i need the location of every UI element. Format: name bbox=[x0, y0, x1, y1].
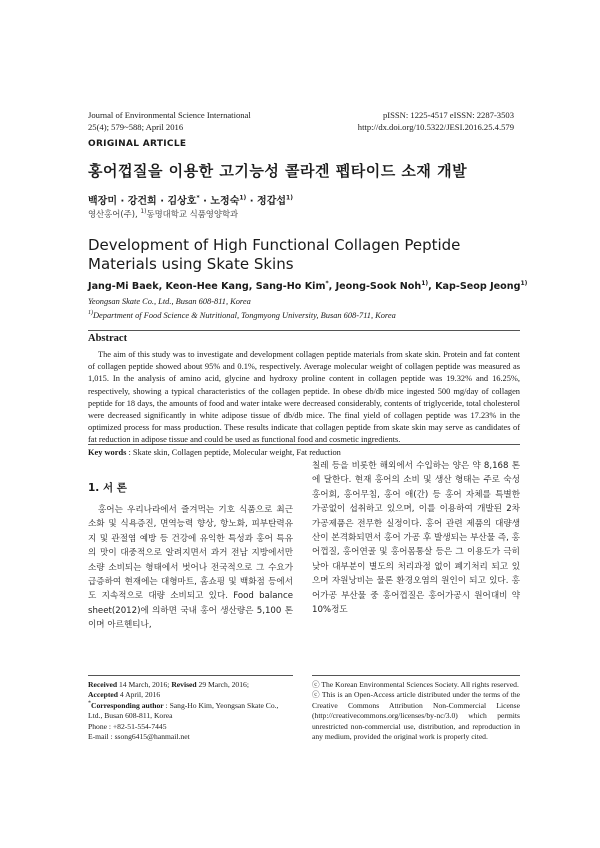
footer-copyright: ⓒ The Korean Environmental Sciences Society. All rights reserved. bbox=[312, 680, 519, 689]
author-ko-3: · 정갑섭 bbox=[246, 196, 287, 207]
title-korean: 홍어껍질을 이용한 고기능성 콜라겐 펩타이드 소재 개발 bbox=[88, 162, 468, 180]
affiliation-english-2 bbox=[88, 311, 396, 320]
abstract-body: The aim of this study was to investigate and development collagen peptide materials from skate skin. Protein and fat content of collagen peptide showed about 95% and 0.1%, respectively. Average molecular weight of collagen peptide was measured as 1,015. In the analysis of amino acid, glycine and hydroxy proline content in collagen peptide was 19.32% and 16.25%, respectively, showing a typical characteristics of the collagen peptide. In obese db/db mice ingested 500 mg/day of collagen peptide for 18 days, the amounts of food and water intake were decreased considerably, contents of triglyceride, total cholesterol were decreased significantly in white adipose tissue of db/db mice. The final yield of collagen peptide was 17.23% in the optimized process for mass production. These results indicate that collagen peptide from skate skin may serve as candidates of fat reduction in adipose tissue and could be used as functional food and cosmetic ingredients. bbox=[88, 350, 520, 445]
corr-label: Corresponding author bbox=[91, 700, 164, 710]
footer-right-rule bbox=[312, 675, 520, 676]
accepted-label: Accepted bbox=[88, 690, 118, 700]
corr-text: : Sang-Ho Kim, Yeongsan Skate Co., Ltd., Busan 608-811, Korea bbox=[88, 700, 279, 721]
keywords-label: Key words bbox=[88, 448, 127, 457]
received-date: 14 March, 2016; bbox=[117, 680, 172, 689]
article-type: ORIGINAL ARTICLE bbox=[88, 139, 187, 149]
footer-phone: Phone : +82-51-554-7445 bbox=[88, 721, 167, 731]
footer-dates bbox=[88, 680, 293, 690]
footer-accepted bbox=[88, 690, 293, 700]
author-en-1: Jang-Mi Baek, Keon-Hee Kang, Sang-Ho Kim bbox=[88, 281, 326, 292]
intro-right-column: 칠레 등을 비롯한 해외에서 수입하는 양은 약 8,168 톤에 달한다. 현재 홍어의 소비 및 생산 형태는 주로 숙성홍어회, 홍어무침, 홍어 애(간) 등 홍어 자체를 특별한 가공없이 섭취하고 있으며, 이를 이용하여 개발된 2차 가공제품은 전무한 실정이다. 홍어 관련 제품의 대량생산이 본격화되면서 홍어 가공 후 발생되는 부산물 즉, 홍어껍질, 홍어연골 및 홍어몸통살 등은 그 이용도가 극히 낮아 대부분이 별도의 처리과정 없이 폐기처리 되고 있으며 자원낭비는 물론 환경오염의 원인이 되고 있다. 홍어가공 부산물 중 홍어껍질은 홍어가공시 원어대비 약 10%정도 bbox=[312, 461, 520, 616]
author-ko-2: · 노정숙 bbox=[199, 196, 240, 207]
author-en-sup-3: 1) bbox=[520, 279, 528, 287]
affil-ko-sup: 1) bbox=[140, 208, 147, 216]
abstract-heading: Abstract bbox=[88, 333, 128, 344]
author-ko-1: 백장미 · 강건희 · 김상호 bbox=[88, 196, 197, 207]
received-label: Received bbox=[88, 680, 118, 689]
affil-ko-second: 동명대학교 식품영양학과 bbox=[146, 209, 239, 219]
corr-sup: * bbox=[88, 700, 91, 707]
footer-left-rule bbox=[88, 675, 293, 676]
keywords bbox=[88, 448, 341, 457]
revised-label: Revised bbox=[171, 680, 197, 689]
author-ko-sup-1: * bbox=[196, 194, 200, 202]
journal-header-right bbox=[358, 110, 514, 133]
footer-license bbox=[312, 680, 520, 742]
journal-volume: 25(4); 579~588; April 2016 bbox=[88, 121, 184, 132]
authors-english bbox=[88, 281, 527, 292]
intro-left-column: 홍어는 우리나라에서 즐겨먹는 기호 식품으로 최근 소화 및 식욕증진, 면역능력 향상, 항노화, 피부탄력유지 및 관절염 예방 등 건강에 유익한 특성과 홍어 특유의 맛이 대중적으로 알려지면서 과거 전남 지방에서만 소량 소비되는 형태에서 벗어나 전국적으로 그 수요가 급증하여 현재에는 대형마트, 홈쇼핑 및 백화점 등에서도 지속적으로 대량 소비되고 있다. Food balance sheet(2012)에 의하면 국내 홍어 생산량은 5,100 톤이며 아르헨티나, bbox=[88, 505, 293, 631]
footer-received-info bbox=[88, 680, 293, 742]
accepted-date: 4 April, 2016 bbox=[117, 690, 161, 700]
revised-date: 29 March, 2016; bbox=[196, 680, 249, 689]
journal-name: Journal of Environmental Science International bbox=[88, 110, 251, 120]
journal-doi[interactable]: http://dx.doi.org/10.5322/JESI.2016.25.4.579 bbox=[357, 121, 514, 132]
affil-en-line2: Department of Food Science & Nutritional, Tongmyong University, Busan 608-711, Korea bbox=[93, 311, 396, 320]
authors-korean bbox=[88, 192, 293, 207]
footer-email[interactable]: E-mail : ssong6415@hanmail.net bbox=[88, 732, 190, 742]
author-en-sup-2: 1) bbox=[421, 279, 429, 287]
section-heading-introduction: 1. 서 론 bbox=[88, 482, 127, 494]
title-english: Development of High Functional Collagen Peptide Materials using Skate Skins bbox=[88, 236, 461, 273]
affiliation-english-1: Yeongsan Skate Co., Ltd., Busan 608-811, Korea bbox=[88, 297, 251, 306]
abstract-bottom-rule bbox=[88, 444, 520, 445]
keywords-text: : Skate skin, Collagen peptide, Molecular weight, Fat reduction bbox=[126, 448, 341, 457]
abstract-top-rule bbox=[88, 330, 520, 331]
affil-ko-main: 영산홍어(주), bbox=[88, 209, 141, 219]
author-ko-sup-2: 1) bbox=[239, 194, 247, 202]
affil-en-sup: 1) bbox=[88, 310, 93, 317]
author-en-sup-1: * bbox=[325, 279, 329, 287]
journal-header-left bbox=[88, 110, 251, 133]
footer-license-text: ⓒ This is an Open-Access article distributed under the terms of the Creative Commons Attribution Non-Commercial License (http://creativecommons.org/licenses/by-nc/3.0) which permits unrestricted non-commercial use, distribution, and reproduction in any medium, provided the original work is properly cited. bbox=[312, 690, 520, 742]
author-en-3: , Kap-Seop Jeong bbox=[428, 281, 521, 292]
affiliation-korean bbox=[88, 208, 238, 220]
author-ko-sup-3: 1) bbox=[286, 194, 293, 202]
journal-issn: pISSN: 1225-4517 eISSN: 2287-3503 bbox=[382, 110, 514, 120]
footer-corresponding bbox=[88, 701, 293, 722]
author-en-2: , Jeong-Sook Noh bbox=[328, 281, 422, 292]
